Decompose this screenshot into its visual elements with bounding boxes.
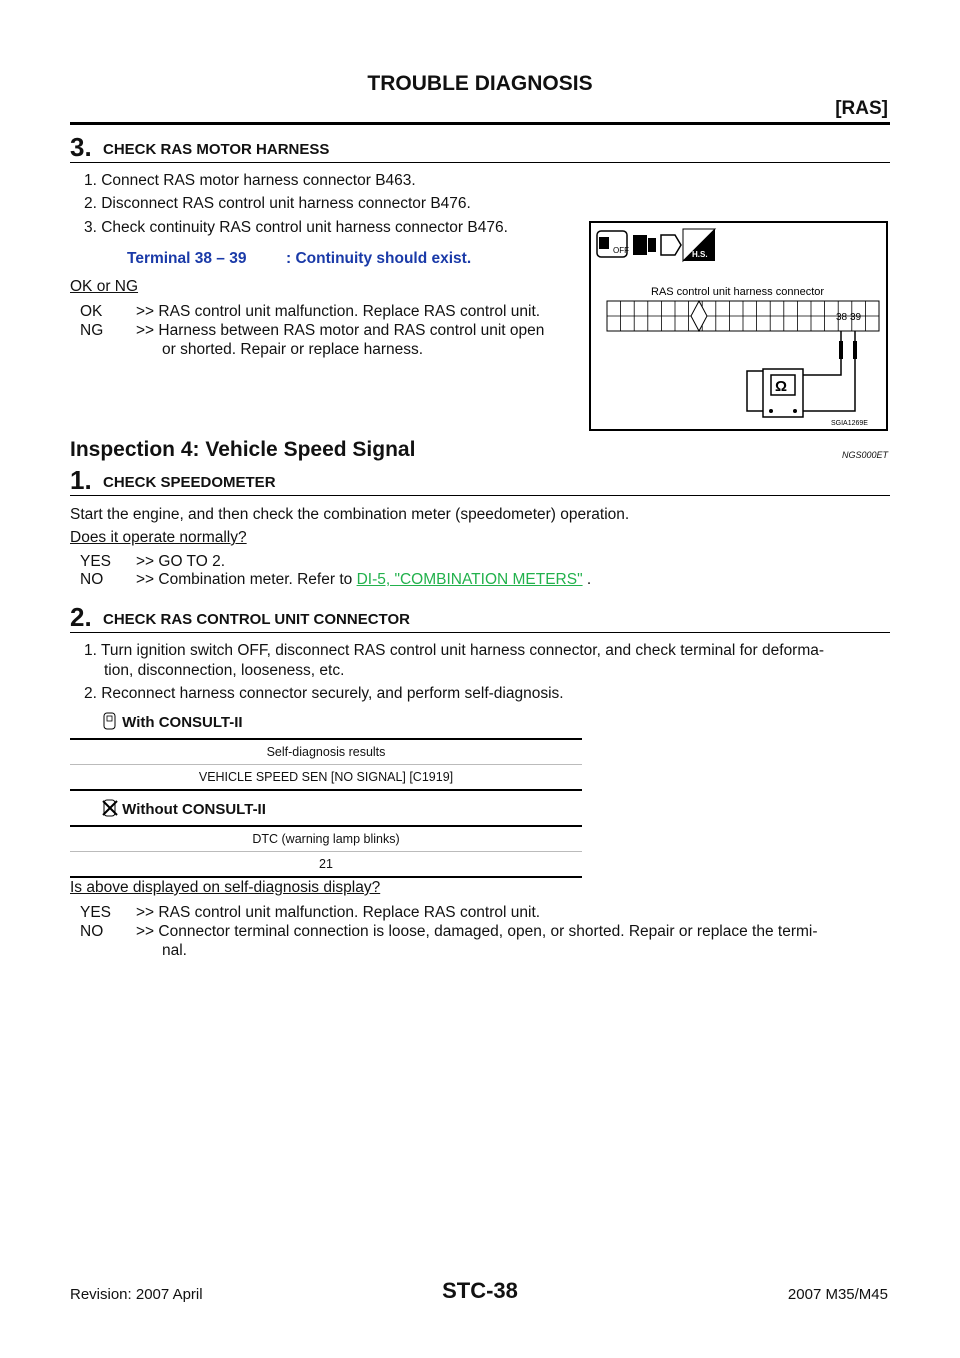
step1-heading — [70, 465, 890, 496]
table-row: 21 — [319, 857, 333, 871]
spec-label: Terminal 38 – 39 — [127, 250, 247, 267]
revision-text: Revision: 2007 April — [70, 1286, 203, 1303]
figure-code: SGIA1269E — [831, 420, 868, 427]
section-code: NGS000ET — [841, 450, 888, 460]
step2-item-1: 1. Turn ignition switch OFF, disconnect RAS control unit harness connector, and check terminal for deforma- — [84, 642, 825, 659]
step1-no-text: >> Combination meter. Refer to — [136, 571, 353, 588]
step2-no-text: >> Connector terminal connection is loose, damaged, open, or shorted. Repair or replace the termi- — [136, 923, 818, 940]
step1-title: CHECK SPEEDOMETER — [103, 474, 276, 491]
step3-item-1: 1. Connect RAS motor harness connector B463. — [84, 172, 416, 189]
step1-yes-text: >> GO TO 2. — [136, 553, 226, 570]
ng-key: NG — [80, 322, 104, 339]
ng-text-2: or shorted. Repair or replace harness. — [162, 341, 424, 358]
terminal-38: 38 — [836, 312, 848, 323]
no-consult-icon — [102, 799, 118, 817]
without-consult-label — [102, 799, 266, 818]
step3-item-3: 3. Check continuity RAS control unit harness connector B476. — [84, 219, 508, 236]
harness-side-icon — [683, 229, 715, 261]
step2-question: Is above displayed on self-diagnosis display? — [70, 879, 381, 896]
terminal-39: 39 — [850, 312, 862, 323]
step3-item-2: 2. Disconnect RAS control unit harness connector B476. — [84, 195, 471, 212]
step2-item-1b: tion, disconnection, looseness, etc. — [104, 662, 345, 679]
section-heading: Inspection 4: Vehicle Speed Signal — [70, 438, 416, 461]
step2-number: 2. — [70, 602, 92, 632]
step1-number: 1. — [70, 465, 92, 495]
ok-key: OK — [80, 303, 103, 320]
self-diag-table — [70, 738, 582, 791]
figure-drawing — [591, 223, 886, 429]
page-title: TROUBLE DIAGNOSIS — [367, 72, 593, 95]
connector-icon — [633, 235, 681, 255]
step1-text: Start the engine, and then check the combination meter (speedometer) operation. — [70, 506, 630, 523]
with-consult-label — [102, 712, 243, 731]
hs-text: H.S. — [692, 250, 708, 259]
step3-heading — [70, 132, 890, 163]
step3-question: OK or NG — [70, 278, 139, 295]
page-number: STC-38 — [442, 1278, 518, 1303]
ohm-symbol: Ω — [775, 378, 788, 395]
step1-question: Does it operate normally? — [70, 529, 247, 546]
model-text: 2007 M35/M45 — [787, 1286, 888, 1303]
table-header: DTC (warning lamp blinks) — [70, 827, 582, 852]
step3-number: 3. — [70, 132, 92, 162]
ng-text: >> Harness between RAS motor and RAS control unit open — [136, 322, 545, 339]
dtc-table — [70, 825, 582, 878]
off-text: OFF — [613, 246, 629, 255]
step1-no-after: . — [586, 571, 592, 588]
section-label: [RAS] — [835, 98, 888, 119]
step2-yes-key: YES — [80, 904, 112, 921]
ignition-off-icon — [597, 231, 629, 257]
table-row: VEHICLE SPEED SEN [NO SIGNAL] [C1919] — [198, 770, 454, 784]
connector-label: RAS control unit harness connector — [651, 286, 825, 298]
step2-no-text-2: nal. — [162, 942, 187, 959]
step2-no-key: NO — [80, 923, 104, 940]
step2-item-2: 2. Reconnect harness connector securely, and perform self-diagnosis. — [84, 685, 564, 702]
connector-figure — [589, 221, 888, 431]
without-consult-text: Without CONSULT-II — [122, 801, 266, 818]
step2-yes-text: >> RAS control unit malfunction. Replace RAS control unit. — [136, 904, 541, 921]
step2-title: CHECK RAS CONTROL UNIT CONNECTOR — [103, 611, 410, 628]
consult-icon — [102, 712, 118, 730]
step2-heading — [70, 602, 890, 633]
table-header: Self-diagnosis results — [70, 740, 582, 765]
header-rule — [70, 122, 890, 125]
with-consult-text: With CONSULT-II — [122, 714, 243, 731]
spec-value: : Continuity should exist. — [286, 250, 472, 267]
step1-yes-key: YES — [80, 553, 112, 570]
step1-no-line — [136, 569, 591, 591]
step1-no-key: NO — [80, 571, 104, 588]
combination-meters-link[interactable]: DI-5, "COMBINATION METERS" — [356, 571, 583, 588]
step3-title: CHECK RAS MOTOR HARNESS — [103, 141, 330, 158]
ok-text: >> RAS control unit malfunction. Replace RAS control unit. — [136, 303, 541, 320]
